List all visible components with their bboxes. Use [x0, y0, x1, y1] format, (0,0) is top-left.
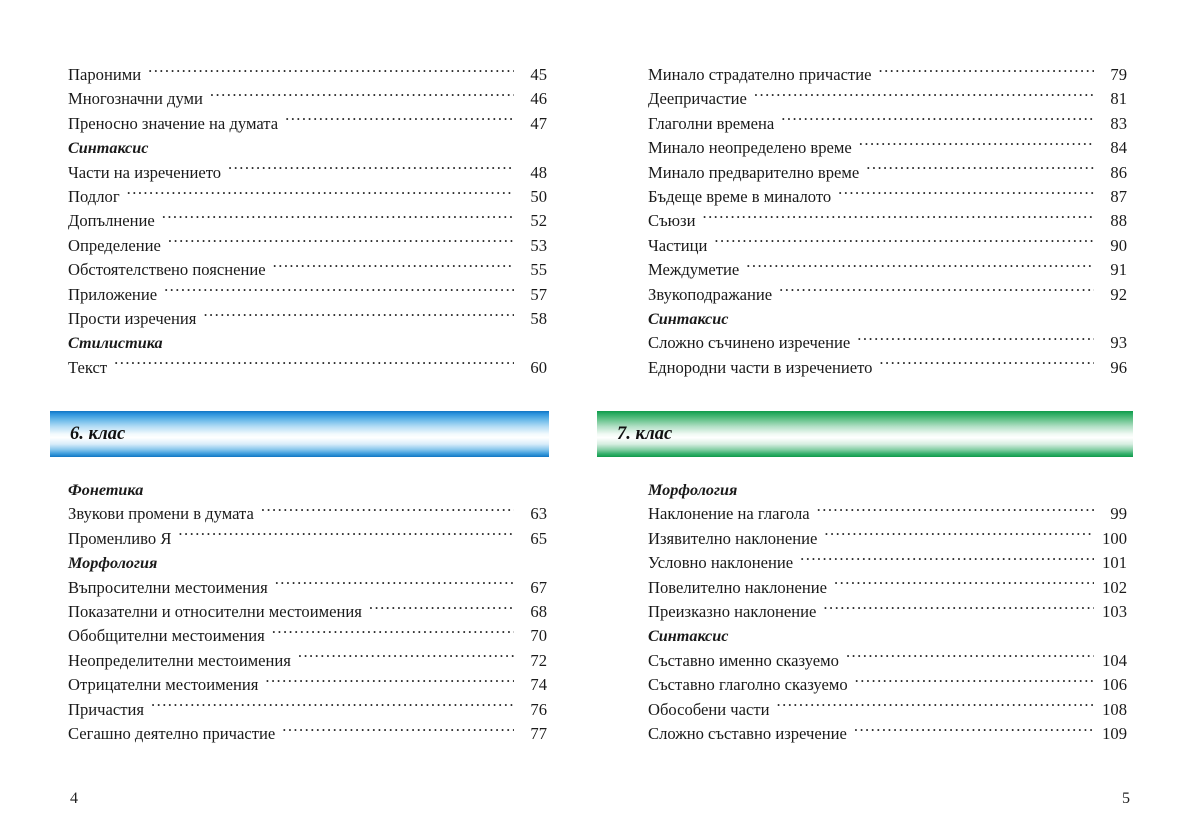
toc-entry-title: Текст — [68, 357, 108, 377]
toc-entry-page-number: 104 — [1102, 650, 1127, 670]
toc-entry[interactable] — [68, 112, 547, 136]
toc-entry-page-number: 92 — [1110, 284, 1127, 304]
toc-entry-page-number: 76 — [530, 699, 547, 719]
toc-entry[interactable] — [68, 87, 547, 111]
toc-entry[interactable] — [68, 600, 547, 624]
toc-entry-page-number: 79 — [1110, 65, 1127, 84]
toc-entry-page-number: 67 — [530, 577, 547, 597]
toc-entry-page-number: 60 — [530, 357, 547, 377]
toc-dot-leader — [777, 698, 1094, 715]
toc-entry[interactable] — [68, 527, 547, 551]
toc-entry-page-number: 96 — [1110, 357, 1127, 377]
toc-entry[interactable] — [68, 161, 547, 185]
toc-entry[interactable] — [68, 624, 547, 648]
toc-entry-title: Допълнение — [68, 211, 155, 231]
toc-entry-title: Минало предварително време — [648, 162, 860, 182]
toc-entry-title: Показателни и относителни местоимения — [68, 601, 362, 621]
toc-entry-title: Променливо Я — [68, 528, 172, 548]
toc-entry-title: Части на изречението — [68, 162, 222, 182]
toc-entry-page-number: 108 — [1102, 699, 1127, 719]
toc-dot-leader — [854, 722, 1094, 739]
toc-dot-leader — [151, 698, 514, 715]
toc-entry-page-number: 86 — [1110, 162, 1127, 182]
toc-entry-page-number: 91 — [1110, 260, 1127, 280]
toc-entry[interactable] — [648, 63, 1127, 87]
toc-dot-leader — [855, 674, 1094, 691]
toc-dot-leader — [275, 576, 514, 593]
toc-entry-title: Приложение — [68, 284, 158, 304]
toc-entry-page-number: 109 — [1102, 723, 1127, 743]
toc-entry-title: Съюзи — [648, 211, 696, 231]
toc-entry-title: Съставно именно сказуемо — [648, 650, 839, 670]
toc-entry[interactable] — [648, 576, 1127, 600]
toc-block-left-top — [68, 63, 547, 380]
toc-entry[interactable] — [648, 722, 1127, 746]
toc-dot-leader — [114, 356, 514, 373]
toc-entry[interactable] — [648, 356, 1127, 380]
toc-dot-leader — [878, 63, 1094, 80]
toc-entry-title: Междуметие — [648, 260, 740, 280]
toc-dot-leader — [148, 63, 514, 80]
toc-dot-leader — [168, 234, 514, 251]
toc-entry[interactable] — [68, 356, 547, 380]
toc-dot-leader — [800, 552, 1094, 569]
toc-entry-title: Минало неопределено време — [648, 138, 852, 158]
toc-entry-page-number: 87 — [1110, 186, 1127, 206]
toc-entry-title: Преносно значение на думата — [68, 113, 279, 133]
toc-entry[interactable] — [648, 331, 1127, 355]
toc-entry-title: Сложно съставно изречение — [648, 723, 847, 743]
toc-entry-page-number: 99 — [1110, 504, 1127, 524]
toc-entry[interactable] — [68, 502, 547, 526]
toc-block-right-top — [648, 63, 1127, 380]
toc-dot-leader — [164, 283, 514, 300]
class-banner-7-label: 7. клас — [617, 424, 673, 444]
toc-dot-leader — [285, 112, 514, 129]
toc-entry-page-number: 102 — [1102, 577, 1127, 597]
toc-entry-title: Сложно съчинено изречение — [648, 333, 851, 353]
toc-entry-page-number: 70 — [530, 626, 547, 646]
toc-entry[interactable] — [648, 551, 1127, 575]
toc-entry-page-number: 52 — [530, 211, 547, 231]
toc-entry-page-number: 74 — [530, 675, 547, 695]
toc-entry-page-number: 103 — [1102, 601, 1127, 621]
toc-dot-leader — [746, 259, 1094, 276]
toc-entry[interactable] — [68, 307, 547, 331]
toc-section-heading: Синтаксис — [68, 139, 149, 158]
toc-entry-title: Наклонение на глагола — [648, 504, 810, 524]
toc-entry[interactable] — [648, 649, 1127, 673]
toc-entry[interactable] — [648, 502, 1127, 526]
toc-entry-page-number: 84 — [1110, 138, 1127, 158]
toc-entry[interactable] — [68, 63, 547, 87]
toc-entry[interactable] — [648, 136, 1127, 160]
toc-entry-title: Звукоподражание — [648, 284, 773, 304]
toc-entry-title: Деепричастие — [648, 89, 747, 109]
toc-dot-leader — [824, 527, 1094, 544]
toc-entry-title: Отрицателни местоимения — [68, 675, 259, 695]
toc-entry-title: Звукови промени в думата — [68, 504, 254, 524]
toc-entry-title: Повелително наклонение — [648, 577, 828, 597]
toc-dot-leader — [823, 600, 1094, 617]
toc-dot-leader — [282, 722, 514, 739]
class-banner-6 — [50, 411, 549, 457]
toc-entry-page-number: 77 — [530, 723, 547, 743]
toc-entry[interactable] — [68, 209, 547, 233]
toc-dot-leader — [779, 283, 1094, 300]
toc-dot-leader — [702, 210, 1094, 227]
toc-dot-leader — [879, 356, 1094, 373]
toc-entry-page-number: 93 — [1110, 333, 1127, 353]
toc-entry-page-number: 47 — [530, 113, 547, 133]
toc-section-heading: Стилистика — [68, 334, 163, 353]
toc-entry-title: Условно наклонение — [648, 553, 794, 573]
toc-entry-page-number: 50 — [530, 186, 547, 206]
toc-entry-title: Причастия — [68, 699, 145, 719]
toc-entry[interactable] — [648, 283, 1127, 307]
toc-entry-title: Обобщителни местоимения — [68, 626, 265, 646]
toc-entry-title: Изявително наклонение — [648, 528, 818, 548]
toc-entry-title: Сегашно деятелно причастие — [68, 723, 276, 743]
toc-entry-page-number: 53 — [530, 235, 547, 255]
toc-block-left-bottom — [68, 478, 547, 746]
class-banner-7 — [597, 411, 1133, 457]
toc-dot-leader — [781, 112, 1094, 129]
toc-entry[interactable] — [648, 698, 1127, 722]
toc-dot-leader — [866, 161, 1094, 178]
toc-dot-leader — [261, 503, 514, 520]
toc-entry-page-number: 72 — [530, 650, 547, 670]
toc-entry-title: Преизказно наклонение — [648, 601, 817, 621]
toc-entry-page-number: 68 — [530, 601, 547, 621]
toc-dot-leader — [298, 649, 514, 666]
banner-gradient-green — [597, 411, 1133, 457]
toc-dot-leader — [369, 600, 514, 617]
toc-dot-leader — [203, 307, 514, 324]
toc-entry-title: Еднородни части в изречението — [648, 357, 873, 377]
toc-dot-leader — [265, 674, 514, 691]
toc-entry[interactable] — [68, 649, 547, 673]
toc-dot-leader — [838, 185, 1094, 202]
toc-entry[interactable] — [648, 161, 1127, 185]
toc-entry-page-number: 63 — [530, 504, 547, 524]
toc-entry-page-number: 106 — [1102, 675, 1127, 695]
toc-entry-title: Неопределителни местоимения — [68, 650, 291, 670]
toc-section-heading: Фонетика — [68, 481, 144, 499]
toc-entry-page-number: 90 — [1110, 235, 1127, 255]
toc-entry-title: Бъдеще време в миналото — [648, 186, 832, 206]
toc-entry-page-number: 46 — [530, 89, 547, 109]
toc-section-heading: Синтаксис — [648, 309, 729, 328]
toc-entry[interactable] — [648, 673, 1127, 697]
toc-section-heading: Морфология — [68, 554, 158, 573]
class-banner-6-label: 6. клас — [70, 424, 126, 444]
toc-entry-page-number: 48 — [530, 162, 547, 182]
toc-dot-leader — [857, 332, 1094, 349]
toc-entry[interactable] — [68, 185, 547, 209]
toc-entry-page-number: 100 — [1102, 528, 1127, 548]
toc-entry[interactable] — [648, 87, 1127, 111]
toc-block-right-bottom — [648, 478, 1127, 746]
toc-entry-page-number: 83 — [1110, 113, 1127, 133]
folio-right: 5 — [1122, 790, 1130, 807]
toc-dot-leader — [714, 234, 1094, 251]
toc-entry-title: Съставно глаголно сказуемо — [648, 675, 848, 695]
toc-dot-leader — [178, 527, 514, 544]
toc-dot-leader — [859, 137, 1094, 154]
toc-entry[interactable] — [68, 258, 547, 282]
toc-entry-title: Частици — [648, 235, 708, 255]
toc-entry[interactable] — [648, 600, 1127, 624]
toc-entry[interactable] — [648, 234, 1127, 258]
toc-entry-title: Подлог — [68, 186, 120, 206]
toc-entry-page-number: 81 — [1110, 89, 1127, 109]
folio-left: 4 — [70, 790, 78, 807]
toc-entry-title: Въпросителни местоимения — [68, 577, 268, 597]
toc-entry-page-number: 88 — [1110, 211, 1127, 231]
toc-section-heading: Синтаксис — [648, 627, 729, 646]
toc-dot-leader — [273, 259, 514, 276]
toc-entry[interactable] — [68, 722, 547, 746]
toc-section-heading: Морфология — [648, 481, 738, 499]
toc-entry-page-number: 101 — [1102, 553, 1127, 573]
toc-entry-page-number: 57 — [530, 284, 547, 304]
toc-entry-page-number: 65 — [530, 528, 547, 548]
toc-dot-leader — [817, 503, 1094, 520]
toc-dot-leader — [834, 576, 1094, 593]
toc-entry[interactable] — [68, 698, 547, 722]
toc-dot-leader — [272, 625, 514, 642]
toc-entry-page-number: 58 — [530, 308, 547, 328]
toc-entry[interactable] — [648, 112, 1127, 136]
toc-entry[interactable] — [68, 234, 547, 258]
toc-entry-title: Многозначни думи — [68, 89, 203, 109]
toc-entry-title: Прости изречения — [68, 308, 197, 328]
toc-dot-leader — [228, 161, 514, 178]
toc-entry-title: Обстоятелствено пояснение — [68, 260, 266, 280]
toc-entry-title: Определение — [68, 235, 161, 255]
toc-entry-title: Пароними — [68, 65, 142, 84]
toc-entry[interactable] — [648, 258, 1127, 282]
toc-entry[interactable] — [648, 209, 1127, 233]
toc-entry[interactable] — [648, 527, 1127, 551]
toc-dot-leader — [846, 649, 1094, 666]
toc-dot-leader — [210, 88, 514, 105]
toc-entry-title: Минало страдателно причастие — [648, 65, 872, 84]
toc-dot-leader — [127, 185, 514, 202]
toc-dot-leader — [162, 210, 514, 227]
toc-entry-page-number: 45 — [530, 65, 547, 84]
toc-entry[interactable] — [68, 576, 547, 600]
toc-entry[interactable] — [68, 283, 547, 307]
toc-entry-title: Обособени части — [648, 699, 770, 719]
toc-entry[interactable] — [68, 673, 547, 697]
toc-entry-page-number: 55 — [530, 260, 547, 280]
toc-entry-title: Глаголни времена — [648, 113, 775, 133]
toc-dot-leader — [754, 88, 1094, 105]
toc-entry[interactable] — [648, 185, 1127, 209]
